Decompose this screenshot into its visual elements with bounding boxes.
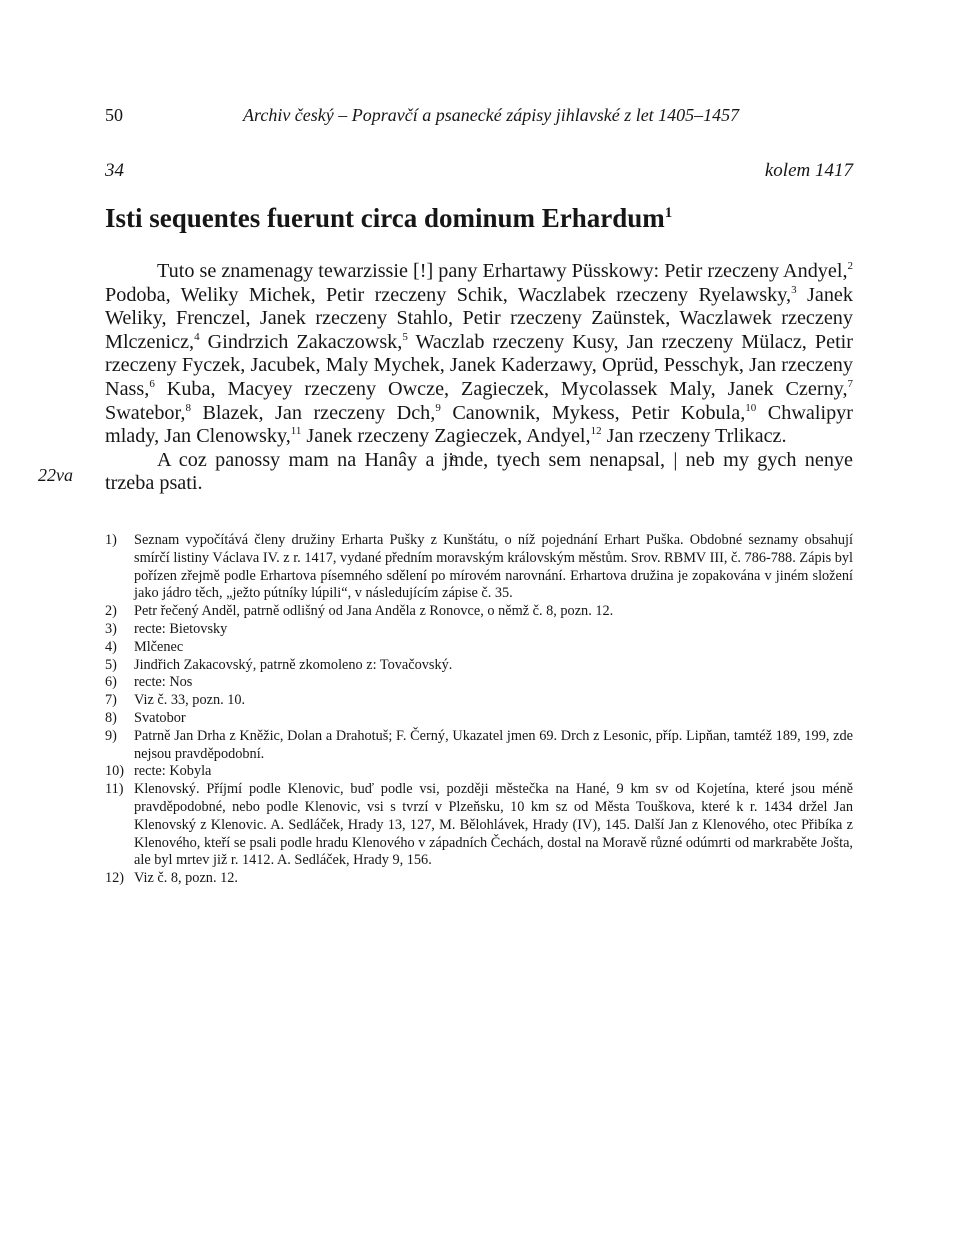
text-run: Swatebor, [105,401,186,424]
footnote-number: 6) [105,674,117,691]
footnote-number: 2) [105,603,117,620]
footnote-number: 12) [105,870,125,887]
text-run: Waczlab rzeczeny Kusy, Jan rzeczeny Mülacz, Petir rzeczeny Fyczek, Jacubek, Maly Mychek, Janek Kaderzawy, Oprüd, Pesschyk, Jan rzeczeny Nass, [105,330,854,400]
running-header [105,105,855,129]
entry-date: kolem 1417 [764,160,853,181]
footnote-text: Mlčenec [134,638,184,655]
footnote [105,728,853,764]
footnote [105,603,853,621]
text-run: Janek rzeczeny Zagieczek, Andyel, [301,425,591,448]
text-run: Chwalipyr mlady, Jan Clenowsky, [105,401,853,448]
footnote-ref: 2 [847,260,853,272]
footnote-text: Patrně Jan Drha z Kněžic, Dolan a Drahotuš; F. Černý, Ukazatel jmen 69. Drch z Lesonic, příp. Lipňan, tamtéž 189, 199, zde nejsou pravděpodobní. [134,727,853,762]
footnote [105,781,853,870]
footnote-ref: 8 [185,401,191,414]
footnote-number: 9) [105,727,117,744]
text-run: Blazek, Jan rzeczeny Dch, [190,401,436,424]
text-run: Canownik, Mykess, Petir Kobula, [440,401,746,424]
footnote-ref: 9 [435,401,441,414]
footnote-ref: 12 [590,425,602,438]
footnote [105,692,853,710]
footnote-ref: 4 [194,330,200,343]
footnote [105,674,853,692]
footnote-text: Seznam vypočítává členy družiny Erharta Pušky z Kunštátu, o níž pojednání Erhart Puška. Obdobné seznamy obsahují smírčí listiny Václava IV. z r. 1417, vydané předním moravským královským městům. Srov. RBMV III, č. 786-788. Zápis byl pořízen zřejmě podle Erhartova písemného sdělení po mírovém narovnání. Erhartova družina je zopakována v jiném složení jako jádro těch, „ježto pútníky lúpili“, v následujícím zápise č. 35. [134,532,853,602]
body-text [105,260,853,496]
footnote [105,639,853,657]
footnote-text: Klenovský. Příjmí podle Klenovic, buď podle vsi, později městečka na Hané, 9 km sv od Kojetína, které jsou méně pravděpodobné, nebo podle Klenovic, vsi s tvrzí v Plzeňsku, 10 km sz od Města Touškova, které k r. 1434 držel Jan Klenovský z Klenovic. A. Sedláček, Hrady 13, 127, M. Bělohlávek, Hrady (IV), 145. Další Jan z Klenového, otec Přibíka z Klenového, kteří se psali podle hradu Klenového v západních Čechách, dostal na Moravě různé odúmrti od markraběte Jošta, ale byl mrtev již r. 1412. A. Sedláček, Hrady 9, 156. [134,781,853,869]
footnote-text: Viz č. 8, pozn. 12. [134,870,238,887]
footnote [105,621,853,639]
footnote-number: 5) [105,656,117,673]
footnote [105,710,853,728]
footnote-number: 1) [105,532,117,548]
text-run: Janek Weliky, Frenczel, Janek rzeczeny Stahlo, Petir rzeczeny Zaünstek, Waczlawek rzeczeny Mlczenicz, [105,283,853,353]
footnote-ref: 7 [847,377,853,390]
footnote-number: 7) [105,692,117,709]
text-run: Jan rzeczeny Trlikacz. [601,425,787,448]
footnote-text: Svatobor [134,709,186,726]
footnote-text: Jindřich Zakacovský, patrně zkomoleno z: Tovačovský. [134,656,453,673]
paragraph [105,260,853,449]
text-run: Tuto se znamenagy tewarzissie [!] pany Erhartawy Püsskowy: Petir rzeczeny Andyel, [157,260,848,282]
footnote-ref: 1 [664,205,673,221]
footnote-text: Petr řečený Anděl, patrně odlišný od Jana Anděla z Ronovce, o němž č. 8, pozn. 12. [134,603,614,620]
entry-title [105,203,865,234]
footnote-number: 8) [105,709,117,726]
footnote-text: recte: Kobyla [134,763,212,780]
folio-margin-note: 22va [38,465,73,485]
footnote-text: recte: Bietovsky [134,620,228,637]
footnote-number: 4) [105,638,117,655]
footnote [105,657,853,675]
footnote-text: recte: Nos [134,674,193,691]
paragraph: A coz panossy mam na Hanây a jiͤnde, tyech sem nenapsal, | neb my gych nenye trzeba psati. [105,448,853,495]
footnote-number: 11) [105,781,124,798]
footnote-ref: 5 [402,330,408,343]
footnote-ref: 10 [745,401,757,414]
footnote-ref: 11 [290,425,302,438]
footnote [105,532,853,603]
footnotes [105,532,853,888]
entry-number: 34 [105,160,124,181]
footnote-ref: 6 [149,377,155,390]
text-run: Kuba, Macyey rzeczeny Owcze, Zagieczek, Mycolassek Maly, Janek Czerny, [154,377,848,400]
entry-title-text: Isti sequentes fuerunt circa dominum Erhardum [105,203,665,233]
running-title: Archiv český – Popravčí a psanecké zápisy jihlavské z let 1405–1457 [243,105,740,125]
footnote-number: 10) [105,763,125,780]
text-run: Gindrzich Zakaczowsk, [199,330,403,353]
footnote [105,763,853,781]
page-number: 50 [105,105,123,125]
footnote-number: 3) [105,620,117,637]
text-run: Podoba, Weliky Michek, Petir rzeczeny Schik, Waczlabek rzeczeny Ryelawsky, [105,283,792,306]
footnote [105,870,853,888]
footnote-text: Viz č. 33, pozn. 10. [134,692,246,709]
footnote-ref: 3 [791,283,797,296]
